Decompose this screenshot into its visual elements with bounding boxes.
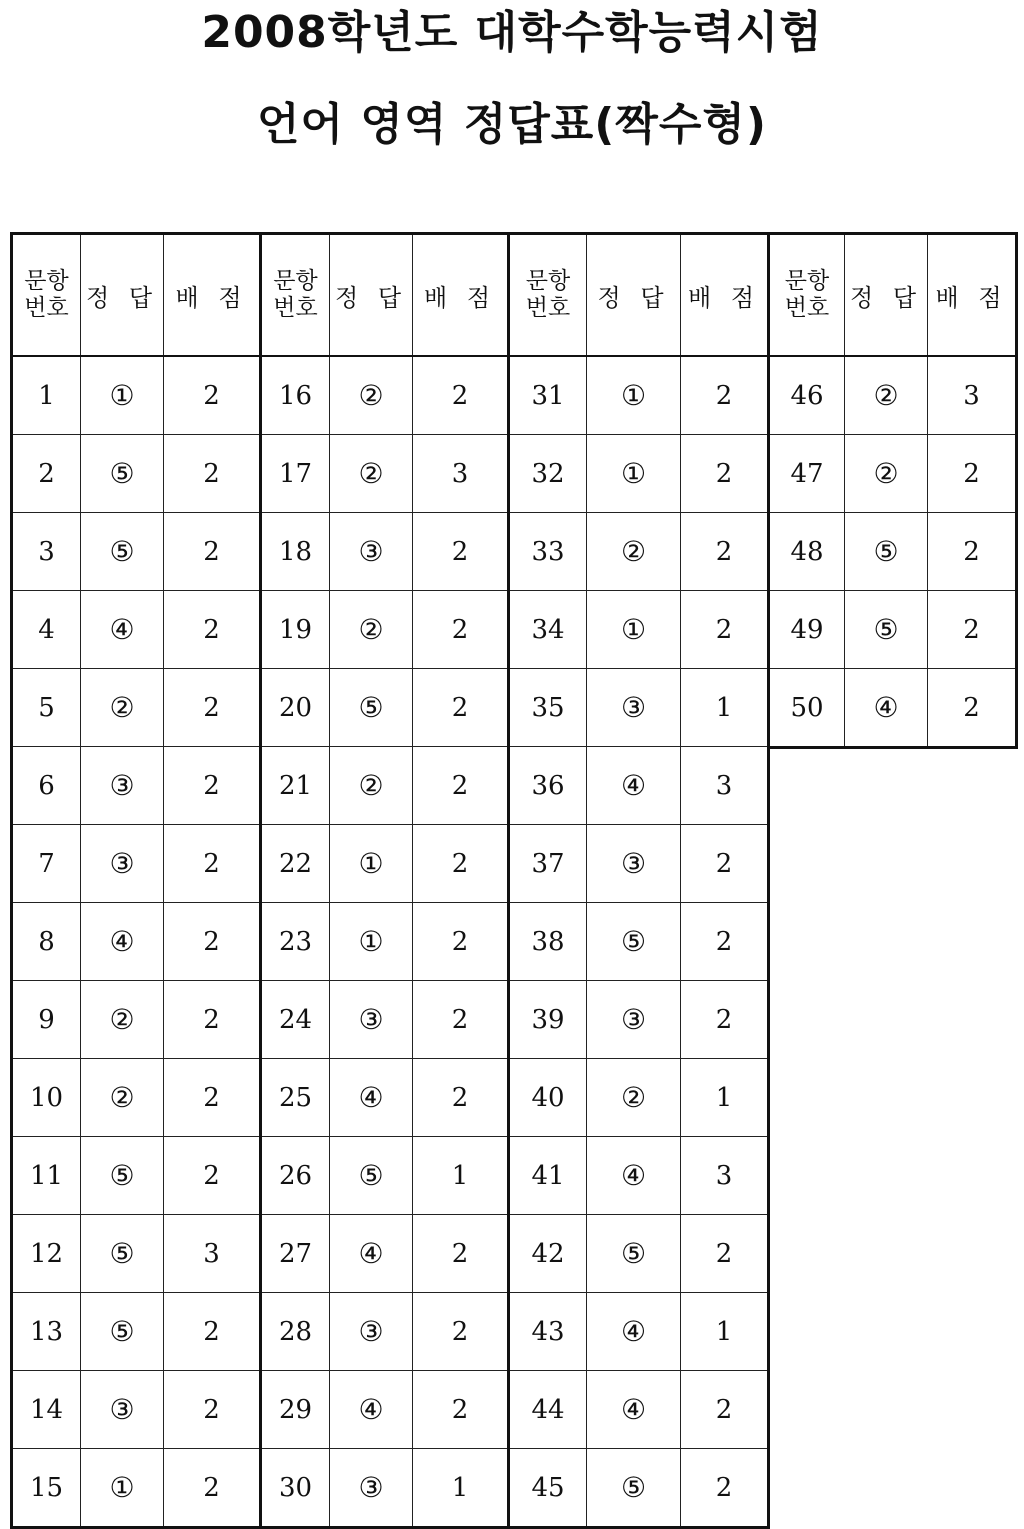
score-cell: 2 (164, 825, 261, 903)
table-row (261, 1293, 509, 1371)
answer-cell: ⑤ (330, 1137, 413, 1215)
table-row (261, 981, 509, 1059)
table-row (12, 1059, 261, 1137)
question-number-cell: 42 (509, 1215, 587, 1293)
score-cell: 2 (164, 1371, 261, 1449)
answer-cell: ④ (81, 591, 164, 669)
table-row (12, 1449, 261, 1528)
score-header: 배 점 (413, 234, 509, 357)
score-cell: 2 (164, 435, 261, 513)
answer-cell: ② (587, 513, 681, 591)
answer-header: 정 답 (81, 234, 164, 357)
table-row (12, 669, 261, 747)
answer-cell: ⑤ (330, 669, 413, 747)
answer-cell: ① (330, 825, 413, 903)
table-row (509, 747, 769, 825)
question-number-cell: 49 (769, 591, 845, 669)
answer-cell: ③ (81, 1371, 164, 1449)
score-cell: 2 (413, 356, 509, 435)
score-cell: 2 (164, 903, 261, 981)
answer-cell: ⑤ (81, 435, 164, 513)
score-cell: 2 (681, 1215, 769, 1293)
score-cell: 2 (413, 1215, 509, 1293)
question-number-cell: 8 (12, 903, 81, 981)
question-number-cell: 48 (769, 513, 845, 591)
score-cell: 2 (164, 356, 261, 435)
question-number-cell: 39 (509, 981, 587, 1059)
answer-cell: ④ (330, 1059, 413, 1137)
table-row (769, 435, 1017, 513)
answer-cell: ③ (81, 825, 164, 903)
answer-cell: ③ (330, 1293, 413, 1371)
question-number-cell: 27 (261, 1215, 330, 1293)
answer-cell: ③ (330, 1449, 413, 1528)
score-cell: 2 (164, 513, 261, 591)
table-row (12, 981, 261, 1059)
answer-table-group-2 (259, 232, 510, 1529)
table-row (769, 591, 1017, 669)
answer-cell: ② (845, 356, 928, 435)
question-number-header: 문항 번호 (769, 234, 845, 357)
question-number-cell: 46 (769, 356, 845, 435)
answer-cell: ① (587, 435, 681, 513)
question-number-cell: 26 (261, 1137, 330, 1215)
answer-table-group-4 (767, 232, 1018, 749)
table-row (769, 669, 1017, 748)
answer-cell: ⑤ (587, 1449, 681, 1528)
table-row (12, 513, 261, 591)
score-cell: 1 (413, 1137, 509, 1215)
answer-cell: ① (587, 356, 681, 435)
score-cell: 2 (413, 1059, 509, 1137)
score-cell: 2 (928, 591, 1017, 669)
score-cell: 3 (681, 747, 769, 825)
question-number-cell: 16 (261, 356, 330, 435)
table-row (261, 435, 509, 513)
answer-cell: ④ (587, 1293, 681, 1371)
question-number-cell: 37 (509, 825, 587, 903)
question-number-cell: 30 (261, 1449, 330, 1528)
table-row (509, 981, 769, 1059)
score-cell: 3 (164, 1215, 261, 1293)
table-row (261, 1137, 509, 1215)
question-number-cell: 47 (769, 435, 845, 513)
table-row (509, 1059, 769, 1137)
answer-cell: ③ (81, 747, 164, 825)
question-number-cell: 11 (12, 1137, 81, 1215)
score-cell: 2 (928, 513, 1017, 591)
score-cell: 2 (164, 1293, 261, 1371)
question-number-cell: 23 (261, 903, 330, 981)
score-cell: 2 (681, 1449, 769, 1528)
score-cell: 1 (681, 1293, 769, 1371)
score-cell: 2 (681, 981, 769, 1059)
answer-cell: ⑤ (81, 1215, 164, 1293)
answer-cell: ① (587, 591, 681, 669)
table-row (261, 747, 509, 825)
score-cell: 2 (164, 591, 261, 669)
answer-cell: ⑤ (81, 513, 164, 591)
table-row (12, 747, 261, 825)
table-row (509, 591, 769, 669)
question-number-cell: 4 (12, 591, 81, 669)
question-number-cell: 45 (509, 1449, 587, 1528)
score-cell: 1 (681, 669, 769, 747)
table-row (261, 825, 509, 903)
question-number-cell: 18 (261, 513, 330, 591)
score-cell: 2 (928, 435, 1017, 513)
table-row (261, 669, 509, 747)
table-row (509, 1371, 769, 1449)
score-cell: 2 (164, 669, 261, 747)
question-number-cell: 2 (12, 435, 81, 513)
table-row (769, 513, 1017, 591)
answer-cell: ④ (330, 1215, 413, 1293)
score-cell: 1 (413, 1449, 509, 1528)
score-cell: 3 (681, 1137, 769, 1215)
score-cell: 3 (413, 435, 509, 513)
table-row (261, 356, 509, 435)
answer-cell: ② (330, 591, 413, 669)
score-cell: 2 (681, 435, 769, 513)
score-cell: 2 (164, 1137, 261, 1215)
score-header: 배 점 (164, 234, 261, 357)
answer-header: 정 답 (845, 234, 928, 357)
question-number-cell: 34 (509, 591, 587, 669)
table-row (12, 356, 261, 435)
table-row (12, 435, 261, 513)
question-number-cell: 44 (509, 1371, 587, 1449)
table-row (509, 669, 769, 747)
question-number-cell: 10 (12, 1059, 81, 1137)
question-number-cell: 5 (12, 669, 81, 747)
question-number-cell: 24 (261, 981, 330, 1059)
answer-cell: ④ (845, 669, 928, 748)
answer-cell: ④ (587, 747, 681, 825)
question-number-cell: 35 (509, 669, 587, 747)
score-header: 배 점 (681, 234, 769, 357)
table-row (509, 513, 769, 591)
table-row (509, 1293, 769, 1371)
question-number-cell: 20 (261, 669, 330, 747)
score-cell: 2 (413, 513, 509, 591)
score-cell: 2 (164, 1059, 261, 1137)
question-number-cell: 32 (509, 435, 587, 513)
answer-cell: ⑤ (845, 591, 928, 669)
page-subtitle: 언어 영역 정답표(짝수형) (257, 99, 767, 150)
question-number-cell: 25 (261, 1059, 330, 1137)
question-number-cell: 9 (12, 981, 81, 1059)
score-cell: 2 (413, 591, 509, 669)
answer-cell: ② (845, 435, 928, 513)
score-cell: 2 (413, 669, 509, 747)
answer-cell: ④ (330, 1371, 413, 1449)
score-cell: 2 (681, 356, 769, 435)
question-number-cell: 41 (509, 1137, 587, 1215)
question-number-header: 문항 번호 (12, 234, 81, 357)
answer-cell: ① (81, 1449, 164, 1528)
answer-cell: ② (81, 669, 164, 747)
question-number-cell: 33 (509, 513, 587, 591)
answer-cell: ① (81, 356, 164, 435)
question-number-cell: 12 (12, 1215, 81, 1293)
table-row (12, 903, 261, 981)
question-number-cell: 50 (769, 669, 845, 748)
score-cell: 2 (413, 981, 509, 1059)
answer-cell: ⑤ (81, 1293, 164, 1371)
answer-cell: ⑤ (587, 903, 681, 981)
table-row (509, 435, 769, 513)
score-header: 배 점 (928, 234, 1017, 357)
table-row (509, 356, 769, 435)
table-row (261, 513, 509, 591)
answer-cell: ④ (81, 903, 164, 981)
question-number-cell: 31 (509, 356, 587, 435)
question-number-cell: 40 (509, 1059, 587, 1137)
score-cell: 2 (681, 1371, 769, 1449)
score-cell: 2 (164, 747, 261, 825)
answer-cell: ④ (587, 1371, 681, 1449)
question-number-cell: 43 (509, 1293, 587, 1371)
answer-cell: ② (330, 435, 413, 513)
question-number-header: 문항 번호 (261, 234, 330, 357)
answer-cell: ② (587, 1059, 681, 1137)
question-number-cell: 7 (12, 825, 81, 903)
table-row (769, 356, 1017, 435)
score-cell: 3 (928, 356, 1017, 435)
score-cell: 2 (413, 747, 509, 825)
question-number-cell: 38 (509, 903, 587, 981)
table-row (12, 1215, 261, 1293)
question-number-cell: 15 (12, 1449, 81, 1528)
score-cell: 2 (681, 591, 769, 669)
answer-table-group-1 (10, 232, 262, 1529)
table-row (261, 1449, 509, 1528)
score-cell: 2 (164, 981, 261, 1059)
answer-header: 정 답 (330, 234, 413, 357)
score-cell: 2 (681, 513, 769, 591)
table-row (12, 1293, 261, 1371)
score-cell: 1 (681, 1059, 769, 1137)
page-title: 2008학년도 대학수학능력시험 (201, 7, 823, 58)
score-cell: 2 (164, 1449, 261, 1528)
question-number-header: 문항 번호 (509, 234, 587, 357)
answer-cell: ② (330, 356, 413, 435)
question-number-cell: 36 (509, 747, 587, 825)
table-row (12, 591, 261, 669)
answer-cell: ③ (587, 669, 681, 747)
question-number-cell: 21 (261, 747, 330, 825)
answer-table-group-3 (507, 232, 770, 1529)
question-number-cell: 14 (12, 1371, 81, 1449)
answer-cell: ④ (587, 1137, 681, 1215)
table-row (261, 591, 509, 669)
table-row (261, 1371, 509, 1449)
question-number-cell: 28 (261, 1293, 330, 1371)
question-number-cell: 1 (12, 356, 81, 435)
question-number-cell: 19 (261, 591, 330, 669)
answer-header: 정 답 (587, 234, 681, 357)
table-row (509, 1215, 769, 1293)
table-row (261, 903, 509, 981)
table-row (12, 1137, 261, 1215)
answer-cell: ② (81, 981, 164, 1059)
score-cell: 2 (681, 903, 769, 981)
question-number-cell: 17 (261, 435, 330, 513)
table-row (509, 1449, 769, 1528)
score-cell: 2 (413, 1293, 509, 1371)
answer-cell: ② (330, 747, 413, 825)
question-number-cell: 29 (261, 1371, 330, 1449)
score-cell: 2 (413, 1371, 509, 1449)
score-cell: 2 (413, 903, 509, 981)
answer-cell: ⑤ (587, 1215, 681, 1293)
question-number-cell: 6 (12, 747, 81, 825)
score-cell: 2 (928, 669, 1017, 748)
answer-cell: ① (330, 903, 413, 981)
answer-cell: ② (81, 1059, 164, 1137)
score-cell: 2 (413, 825, 509, 903)
table-row (261, 1059, 509, 1137)
answer-cell: ③ (330, 981, 413, 1059)
answer-cell: ③ (587, 981, 681, 1059)
answer-cell: ③ (587, 825, 681, 903)
answer-cell: ⑤ (845, 513, 928, 591)
question-number-cell: 13 (12, 1293, 81, 1371)
table-row (509, 825, 769, 903)
table-row (509, 1137, 769, 1215)
table-row (12, 1371, 261, 1449)
table-row (12, 825, 261, 903)
answer-cell: ③ (330, 513, 413, 591)
table-row (261, 1215, 509, 1293)
answer-cell: ⑤ (81, 1137, 164, 1215)
question-number-cell: 3 (12, 513, 81, 591)
score-cell: 2 (681, 825, 769, 903)
question-number-cell: 22 (261, 825, 330, 903)
table-row (509, 903, 769, 981)
